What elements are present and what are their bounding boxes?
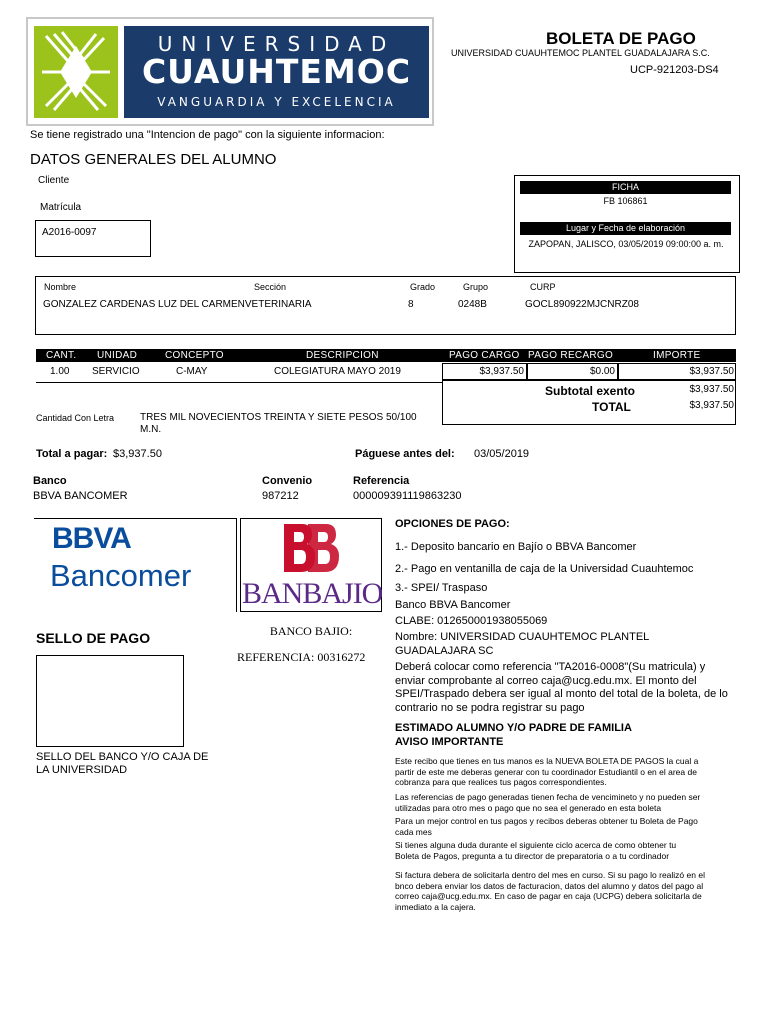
logo-line3: VANGUARDIA Y EXCELENCIA (157, 95, 396, 109)
matricula-box (35, 220, 151, 257)
section-title: DATOS GENERALES DEL ALUMNO (30, 151, 277, 168)
table-divider (36, 382, 442, 383)
aviso-p5: Si factura debera de solicitarla dentro del mes en curso. Si su pago lo realizó en el bnco debera enviar los datos de facturacion, datos del alumno y datos del pago al correo caja@ucg.edu.mx. En caso de pagar en caja (UCPG) debera solicitarla de inmediato a la cajera. (395, 870, 705, 912)
th-unidad: UNIDAD (97, 350, 138, 361)
banco-bajio-referencia: REFERENCIA: 00316272 (237, 650, 366, 664)
cell-importe: $3,937.50 (689, 366, 734, 377)
opcion-nombre: Nombre: UNIVERSIDAD CUAUHTEMOC PLANTEL GUADALAJARA SC (395, 631, 649, 657)
sello-caption: SELLO DEL BANCO Y/O CAJA DE LA UNIVERSIDAD (36, 751, 209, 776)
total-pagar-label: Total a pagar: (36, 448, 108, 460)
grado-value: 8 (408, 299, 414, 310)
opcion-3: 3.- SPEI/ Traspaso (395, 582, 488, 594)
institution-name: UNIVERSIDAD CUAUHTEMOC PLANTEL GUADALAJARA S.C. (451, 48, 710, 58)
ficha-label: FICHA (520, 181, 731, 194)
referencia-value: 000009391119863230 (353, 490, 462, 502)
lugar-label: Lugar y Fecha de elaboración (520, 222, 731, 235)
total-label: TOTAL (592, 400, 631, 414)
cantidad-letra-label: Cantidad Con Letra (36, 413, 115, 423)
opcion-nota: Deberá colocar como referencia "TA2016-0008"(Su matricula) y enviar comprobante al correo caja@ucg.edu.mx. El monto del SPEI/Traspado debera ser igual al monto del total de la boleta, de lo contrario no se podra registrar su pago (395, 661, 728, 714)
aviso-p4: Si tienes alguna duda durante el siguiente ciclo acerca de como obtener tu Boleta de Pagos, pregunta a tu director de preparatoria o a tu cordinador (395, 840, 677, 861)
banco-bajio-label: BANCO BAJIO: (269, 624, 353, 638)
bbva-logo-line1: BBVA (52, 522, 131, 555)
cell-pago-cargo: $3,937.50 (479, 366, 524, 377)
paguese-label: Páguese antes del: (355, 448, 455, 460)
logo-emblem (34, 26, 118, 118)
th-pago-recargo: PAGO RECARGO (528, 350, 614, 361)
referencia-label: Referencia (353, 475, 410, 487)
paguese-value: 03/05/2019 (474, 448, 530, 460)
cantidad-letra-value: TRES MIL NOVECIENTOS TREINTA Y SIETE PESOS 50/100 M.N. (140, 412, 417, 435)
total-value: $3,937.50 (689, 400, 734, 411)
aviso-p3: Para un mejor control en tus pagos y recibos deberas obtener tu Boleta de Pago cada mes (395, 816, 698, 837)
total-pagar-value: $3,937.50 (113, 448, 162, 460)
bbva-logo-line2: Bancomer (50, 558, 192, 593)
th-concepto: CONCEPTO (165, 350, 224, 361)
opcion-1: 1.- Deposito bancario en Bajío o BBVA Bancomer (395, 541, 637, 553)
nombre-header: Nombre (44, 282, 77, 292)
matricula-value: A2016-0097 (42, 227, 97, 238)
opcion-clabe: CLABE: 012650001938055069 (395, 615, 548, 627)
subtotal-value: $3,937.50 (689, 384, 734, 395)
grupo-header: Grupo (463, 282, 489, 292)
grupo-value: 0248B (458, 299, 487, 310)
th-pago-cargo: PAGO CARGO (449, 350, 520, 361)
curp-value: GOCL890922MJCNRZ08 (525, 299, 639, 310)
logo-line2: CUAUHTEMOC (141, 52, 412, 91)
banco-label: Banco (33, 475, 67, 487)
cell-unidad: SERVICIO (92, 366, 140, 377)
eagle-icon (34, 26, 118, 118)
matricula-label: Matrícula (40, 202, 82, 213)
opciones-title: OPCIONES DE PAGO: (395, 518, 510, 530)
aviso-p1: Este recibo que tienes en tus manos es la NUEVA BOLETA DE PAGOS la cual a partir de este me deberas generar con tu coordinador Estudiantil o en el area de cobranza para que realices tus pagos correspondientes. (395, 756, 699, 787)
th-importe: IMPORTE (653, 350, 701, 361)
cell-descripcion: COLEGIATURA MAYO 2019 (274, 366, 401, 377)
convenio-value: 987212 (262, 490, 299, 502)
banbajio-logo-text: BANBAJIO (242, 577, 383, 610)
ficha-value: FB 106861 (603, 196, 648, 206)
table-header-bar (36, 349, 736, 362)
nombre-seccion-value: GONZALEZ CARDENAS LUZ DEL CARMENVETERINARIA (43, 299, 312, 310)
opcion-2: 2.- Pago en ventanilla de caja de la Universidad Cuauhtemoc (395, 563, 694, 575)
cliente-label: Cliente (38, 175, 70, 186)
curp-header: CURP (530, 282, 556, 292)
page-title: BOLETA DE PAGO (546, 29, 696, 48)
cell-concepto: C-MAY (176, 366, 208, 377)
sello-box (36, 655, 184, 747)
seccion-header: Sección (254, 282, 287, 292)
cell-cant: 1.00 (50, 366, 70, 377)
aviso-p2: Las referencias de pago generadas tienen fecha de vencimineto y no pueden ser utilizadas para otro mes o pago que no sea el generado en esta boleta (395, 792, 701, 813)
lugar-value: ZAPOPAN, JALISCO, 03/05/2019 09:00:00 a. m. (528, 239, 724, 249)
th-cant: CANT. (46, 350, 77, 361)
cell-pago-recargo: $0.00 (589, 366, 615, 377)
institution-code: UCP-921203-DS4 (630, 64, 719, 76)
opcion-banco: Banco BBVA Bancomer (395, 599, 511, 611)
aviso-title-1: ESTIMADO ALUMNO Y/O PADRE DE FAMILIA (395, 722, 632, 734)
th-descripcion: DESCRIPCION (306, 350, 379, 361)
logo-line1: UNIVERSIDAD (157, 32, 396, 56)
banbajio-emblem-icon (280, 522, 342, 579)
aviso-title-2: AVISO IMPORTANTE (395, 736, 504, 748)
sello-title: SELLO DE PAGO (36, 630, 151, 646)
intro-text: Se tiene registrado una "Intencion de pago" con la siguiente informacion: (30, 129, 385, 141)
grado-header: Grado (410, 282, 436, 292)
subtotal-label: Subtotal exento (545, 384, 636, 398)
convenio-label: Convenio (262, 475, 313, 487)
banco-value: BBVA BANCOMER (33, 490, 128, 502)
